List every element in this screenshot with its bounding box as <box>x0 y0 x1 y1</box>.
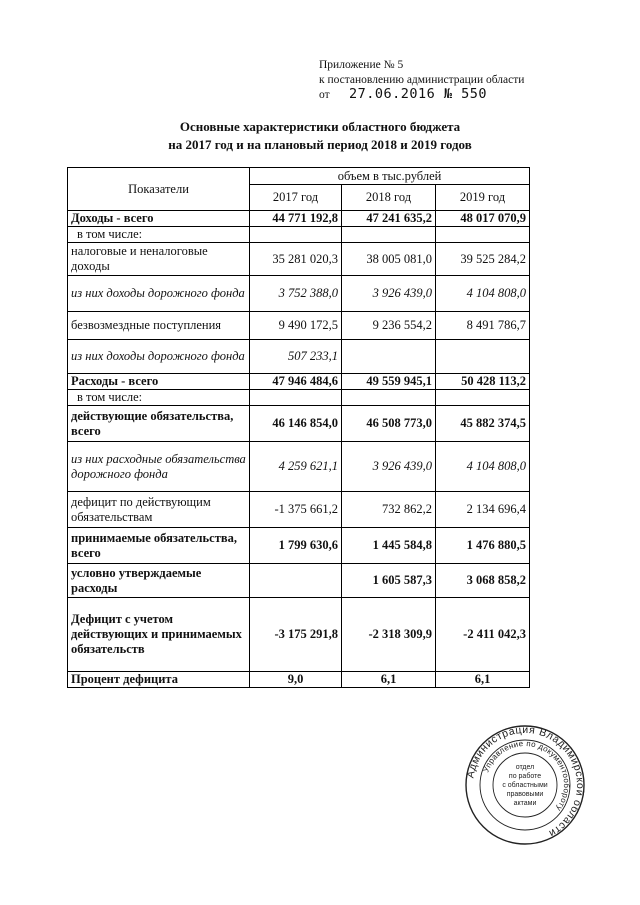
table-row <box>68 598 530 672</box>
value-2019: 3 068 858,2 <box>436 564 530 598</box>
value-2018: 3 926 439,0 <box>342 442 436 492</box>
value-2019: 2 134 696,4 <box>436 492 530 528</box>
row-label: Доходы - всего <box>68 211 250 227</box>
value-2017 <box>250 564 342 598</box>
row-label: налоговые и неналоговые доходы <box>68 243 250 276</box>
value-2019: 48 017 070,9 <box>436 211 530 227</box>
value-2017: 9 490 172,5 <box>250 312 342 340</box>
date-prefix: от <box>319 89 330 101</box>
stamp-center-line: правовыми <box>506 791 544 798</box>
value-2017: 35 281 020,3 <box>250 243 342 276</box>
value-2018: -2 318 309,9 <box>342 598 436 672</box>
row-label: в том числе: <box>68 227 250 243</box>
row-label: Расходы - всего <box>68 374 250 390</box>
value-2019: 4 104 808,0 <box>436 442 530 492</box>
value-2019: 39 525 284,2 <box>436 243 530 276</box>
value-2019: 1 476 880,5 <box>436 528 530 564</box>
table-row <box>68 243 530 276</box>
row-label: Дефицит с учетом действующих и принимаемых обязательств <box>68 598 250 672</box>
row-label: принимаемые обязательства, всего <box>68 528 250 564</box>
row-label: действующие обязательства, всего <box>68 406 250 442</box>
value-2018: 732 862,2 <box>342 492 436 528</box>
value-2019 <box>436 227 530 243</box>
appendix-header <box>319 58 524 103</box>
value-2019: 4 104 808,0 <box>436 276 530 312</box>
row-label: Процент дефицита <box>68 672 250 688</box>
row-label: из них доходы дорожного фонда <box>68 340 250 374</box>
value-2018 <box>342 227 436 243</box>
value-2017: 1 799 630,6 <box>250 528 342 564</box>
stamp-inner-text: Управление по документообороту <box>481 738 572 813</box>
value-2019: -2 411 042,3 <box>436 598 530 672</box>
value-2018 <box>342 390 436 406</box>
value-2019: 45 882 374,5 <box>436 406 530 442</box>
table-row <box>68 340 530 374</box>
title-line-2: на 2017 год и на плановый период 2018 и 2019 годов <box>168 137 472 152</box>
appendix-number: Приложение № 5 <box>319 59 404 71</box>
value-2017: 47 946 484,6 <box>250 374 342 390</box>
value-2018: 38 005 081,0 <box>342 243 436 276</box>
row-label: безвозмездные поступления <box>68 312 250 340</box>
table-row <box>68 492 530 528</box>
value-2017 <box>250 390 342 406</box>
value-2019 <box>436 340 530 374</box>
value-2018: 1 445 584,8 <box>342 528 436 564</box>
value-2017: 9,0 <box>250 672 342 688</box>
value-2018: 1 605 587,3 <box>342 564 436 598</box>
value-2018 <box>342 340 436 374</box>
value-2018: 9 236 554,2 <box>342 312 436 340</box>
value-2017: -3 175 291,8 <box>250 598 342 672</box>
appendix-dateline <box>319 87 524 103</box>
table-row <box>68 672 530 688</box>
value-2017: 4 259 621,1 <box>250 442 342 492</box>
appendix-reference: к постановлению администрации области <box>319 73 525 86</box>
table-row <box>68 406 530 442</box>
value-2017 <box>250 227 342 243</box>
value-2018: 47 241 635,2 <box>342 211 436 227</box>
table-row <box>68 211 530 227</box>
decree-date-number: 27.06.2016 № 550 <box>349 86 488 102</box>
value-2019: 50 428 113,2 <box>436 374 530 390</box>
official-stamp <box>464 724 586 846</box>
row-label: из них доходы дорожного фонда <box>68 276 250 312</box>
stamp-center-line: отдел <box>515 764 535 771</box>
row-label: дефицит по действующим обязательствам <box>68 492 250 528</box>
value-2017: 46 146 854,0 <box>250 406 342 442</box>
stamp-outer-text: Администрация Владимирской области <box>464 724 586 840</box>
value-2017: 44 771 192,8 <box>250 211 342 227</box>
value-2017: -1 375 661,2 <box>250 492 342 528</box>
value-2018: 6,1 <box>342 672 436 688</box>
row-label: из них расходные обязательства дорожного фонда <box>68 442 250 492</box>
row-label: условно утверждаемые расходы <box>68 564 250 598</box>
value-2017: 507 233,1 <box>250 340 342 374</box>
header-units: объем в тыс.рублей <box>250 168 530 185</box>
value-2019: 6,1 <box>436 672 530 688</box>
table-row <box>68 528 530 564</box>
title-line-1: Основные характеристики областного бюджета <box>179 119 461 134</box>
value-2018: 46 508 773,0 <box>342 406 436 442</box>
header-indicators: Показатели <box>68 168 250 211</box>
header-year-2018: 2018 год <box>342 185 436 211</box>
table-row <box>68 227 530 243</box>
budget-table <box>67 167 530 688</box>
header-year-2017: 2017 год <box>250 185 342 211</box>
stamp-center-line: с областными <box>502 782 548 789</box>
document-title <box>0 118 640 154</box>
table-row <box>68 374 530 390</box>
table-row <box>68 442 530 492</box>
value-2018: 49 559 945,1 <box>342 374 436 390</box>
value-2017: 3 752 388,0 <box>250 276 342 312</box>
table-row <box>68 276 530 312</box>
stamp-center-line: по работе <box>508 773 542 780</box>
table-row <box>68 564 530 598</box>
table-row <box>68 390 530 406</box>
value-2019 <box>436 390 530 406</box>
row-label: в том числе: <box>68 390 250 406</box>
value-2018: 3 926 439,0 <box>342 276 436 312</box>
header-year-2019: 2019 год <box>436 185 530 211</box>
table-row <box>68 312 530 340</box>
stamp-center-line: актами <box>513 800 537 807</box>
value-2019: 8 491 786,7 <box>436 312 530 340</box>
